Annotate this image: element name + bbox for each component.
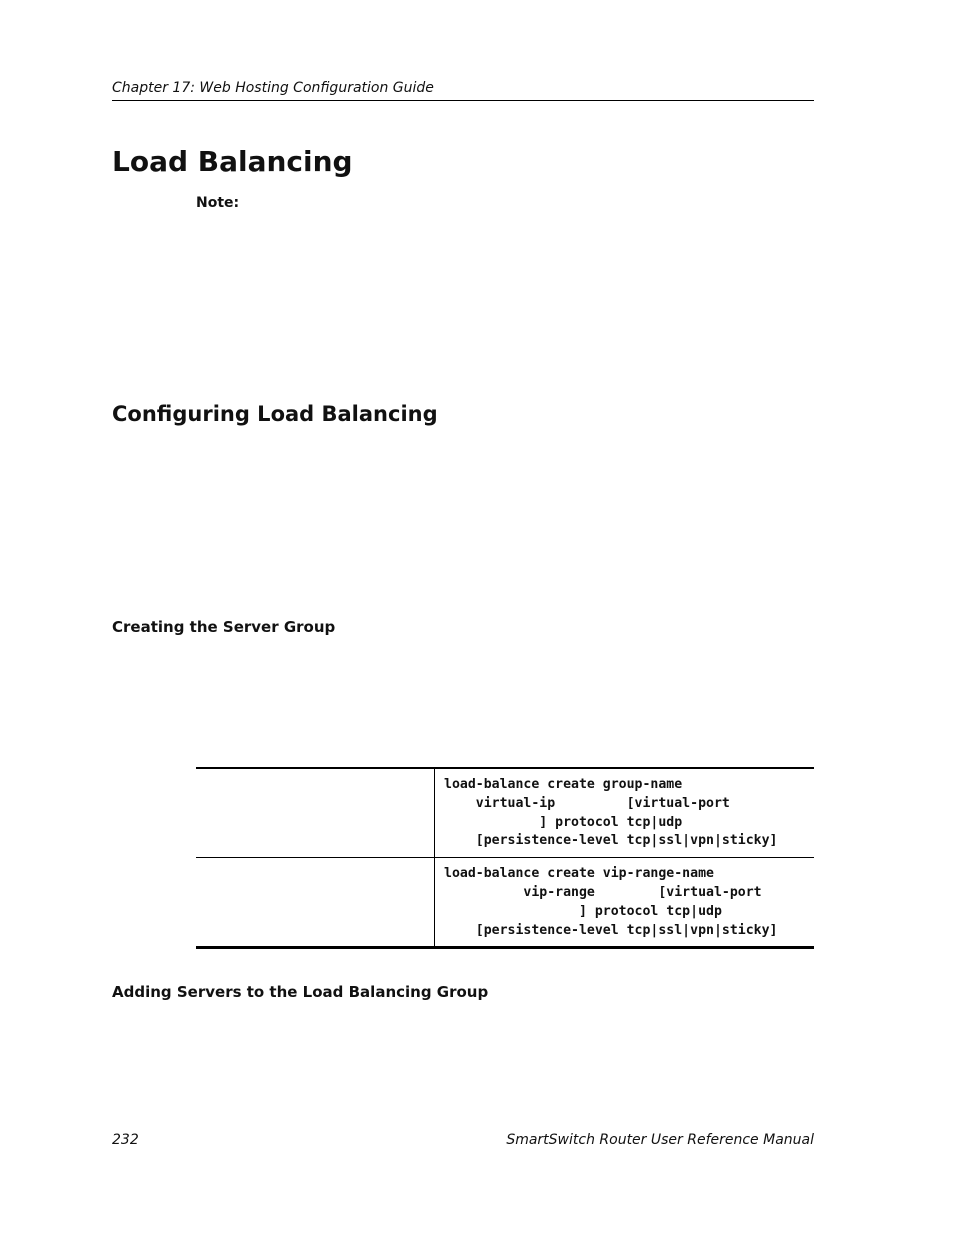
- command-syntax: [435, 858, 815, 948]
- syntax-line: ] protocol tcp|udp: [444, 814, 683, 830]
- syntax-line: load-balance create group-name: [444, 777, 683, 792]
- section-title: Load Balancing: [112, 145, 353, 178]
- creating-server-group-heading: Creating the Server Group: [112, 618, 336, 636]
- table-row: [196, 858, 814, 948]
- command-table: [196, 767, 814, 949]
- adding-servers-heading: Adding Servers to the Load Balancing Group: [112, 983, 489, 1001]
- note-label: Note:: [196, 195, 240, 211]
- syntax-line: virtual-ip [virtual-port: [444, 795, 730, 811]
- running-header: Chapter 17: Web Hosting Configuration Guide: [112, 79, 814, 101]
- table-row: [196, 768, 814, 858]
- subsection-title: Configuring Load Balancing: [112, 402, 438, 426]
- command-syntax: [435, 768, 815, 858]
- syntax-line: [persistence-level tcp|ssl|vpn|sticky]: [444, 922, 778, 938]
- page-number: 232: [112, 1132, 139, 1148]
- syntax-line: load-balance create vip-range-name: [444, 866, 714, 882]
- manual-title: SmartSwitch Router User Reference Manual: [506, 1132, 814, 1148]
- syntax-line: ] protocol tcp|udp: [444, 903, 722, 919]
- command-description: [196, 768, 435, 858]
- syntax-line: vip-range [virtual-port: [444, 884, 762, 900]
- command-description: [196, 858, 435, 948]
- syntax-line: [persistence-level tcp|ssl|vpn|sticky]: [444, 833, 778, 849]
